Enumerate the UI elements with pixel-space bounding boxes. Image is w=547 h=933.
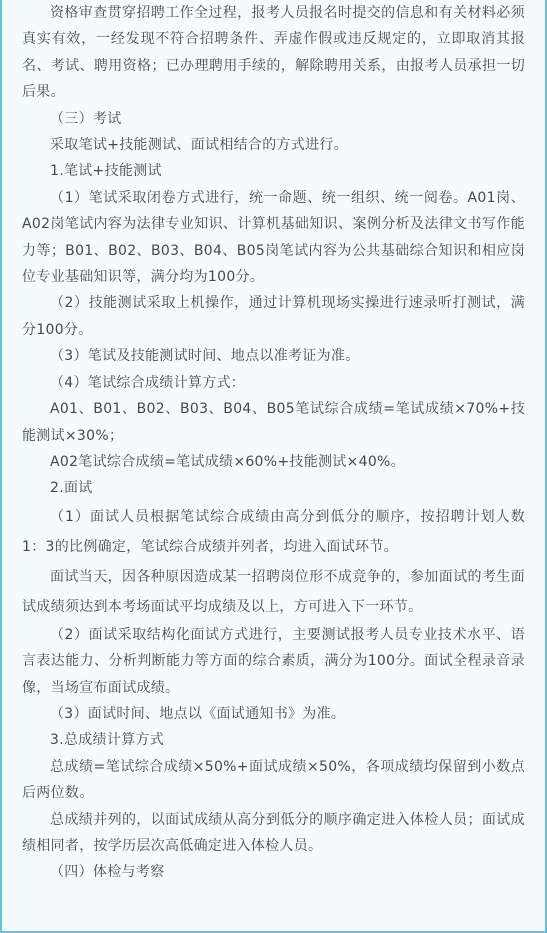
paragraph-qualification-review: 资格审查贯穿招聘工作全过程，报考人员报名时提交的信息和有关材料必须真实有效，一经发现不符合招聘条件、弄虚作假或违反规定的，立即取消其报名、考试、聘用资格；已办理聘用手续的，解除聘用关系，由报考人员承担一切后果。 [22, 5, 525, 101]
subheading-written-and-skill-test: 1.笔试+技能测试 [50, 163, 162, 180]
paragraph-skill-test: （2）技能测试采取上机操作，通过计算机现场实操进行速录听打测试，满分100分。 [22, 295, 525, 338]
paragraph-exam-method: 采取笔试+技能测试、面试相结合的方式进行。 [50, 137, 349, 154]
paragraph-interview-format: （2）面试采取结构化面试方式进行，主要测试报考人员专业技术水平、语言表达能力、分析判断能力等方面的综合素质，满分为100分。面试全程录音录像，当场宣布面试成绩。 [22, 626, 525, 696]
paragraph-score-formula-a01-b05: A01、B01、B02、B03、B04、B05笔试综合成绩=笔试成绩×70%+技能测试×30%； [22, 401, 525, 444]
section-heading-physical-exam: （四）体检与考察 [50, 864, 165, 881]
paragraph-interview-time-location: （3）面试时间、地点以《面试通知书》为准。 [50, 705, 346, 722]
section-heading-exam: （三）考试 [50, 110, 122, 127]
paragraph-written-test: （1）笔试采取闭卷方式进行，统一命题、统一组织、统一阅卷。A01岗、A02岗笔试内容为法律专业知识、计算机基础知识、案例分析及法律文书写作能力等；B01、B02、B03、B04、B05岗笔试内容为公共基础综合知识和相应岗位专业基础知识等，满分均为100分。 [22, 189, 525, 286]
paragraph-test-time-location: （3）笔试及技能测试时间、地点以准考证为准。 [50, 348, 360, 365]
paragraph-interview-selection: （1）面试人员根据笔试综合成绩由高分到低分的顺序，按招聘计划人数1：3的比例确定，笔试综合成绩并列者，均进入面试环节。 [22, 508, 525, 555]
subheading-total-score: 3.总成绩计算方式 [50, 732, 165, 749]
paragraph-tie-breaking: 总成绩并列的，以面试成绩从高分到低分的顺序确定进入体检人员；面试成绩相同者，按学历层次高低确定进入体检人员。 [22, 811, 525, 854]
paragraph-score-formula-a02: A02笔试综合成绩=笔试成绩×60%+技能测试×40%。 [50, 453, 405, 470]
paragraph-score-formula-heading: （4）笔试综合成绩计算方式： [50, 374, 246, 391]
subheading-interview: 2.面试 [50, 480, 93, 497]
paragraph-total-score-formula: 总成绩=笔试综合成绩×50%+面试成绩×50%，各项成绩均保留到小数点后两位数。 [22, 758, 525, 802]
paragraph-interview-noncompetitive: 面试当天，因各种原因造成某一招聘岗位形不成竞争的，参加面试的考生面试成绩须达到本考场面试平均成绩及以上，方可进入下一环节。 [22, 568, 525, 615]
document-body [22, 0, 525, 886]
